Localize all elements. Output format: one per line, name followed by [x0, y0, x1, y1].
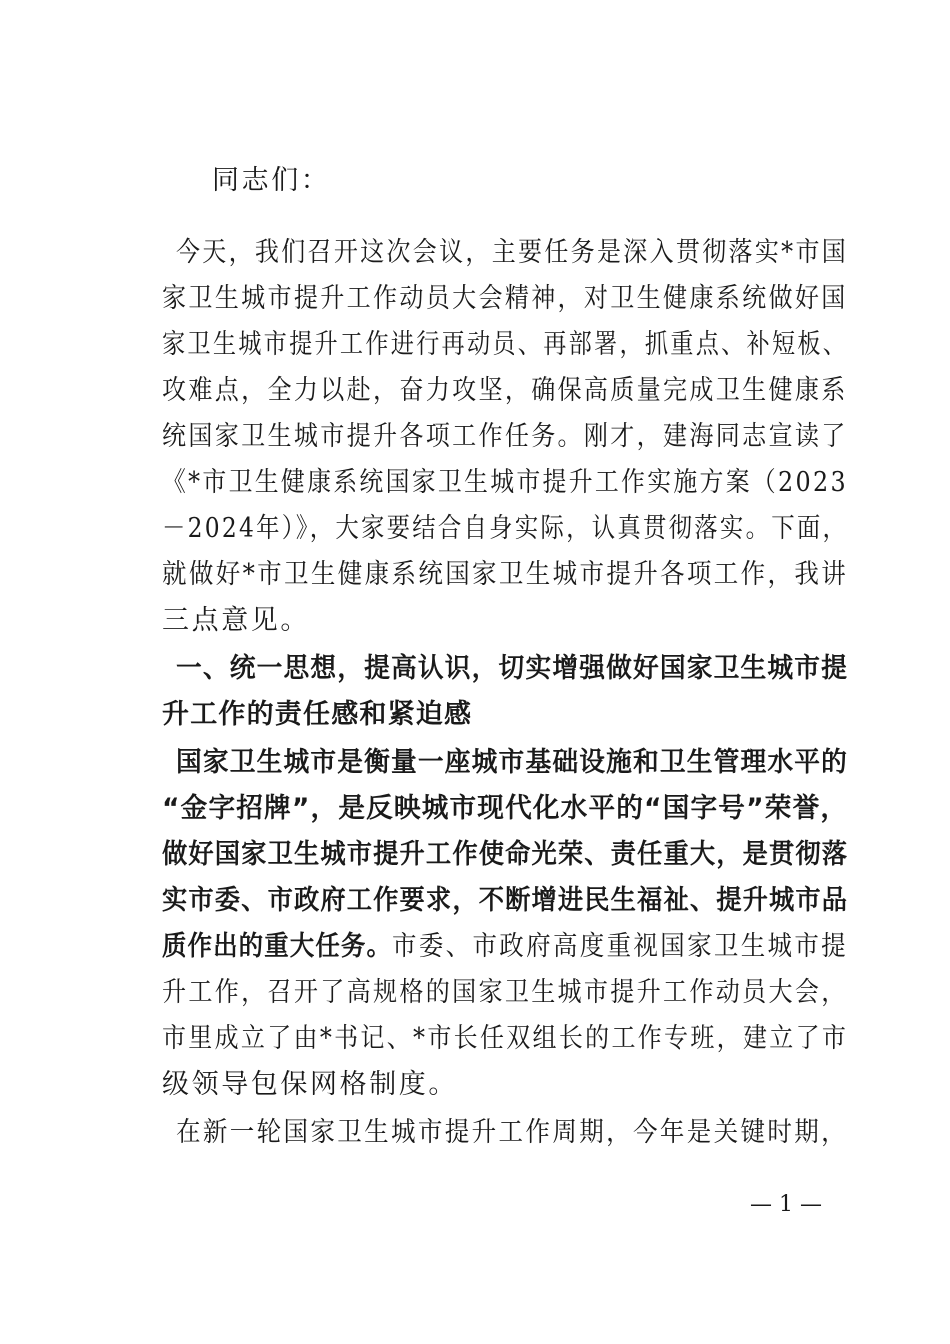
paragraph-line: 就做好*市卫生健康系统国家卫生城市提升各项工作，我讲	[162, 559, 849, 590]
section-heading: 一、统一思想，提高认识，切实增强做好国家卫生城市提	[176, 653, 849, 684]
paragraph-line: 家卫生城市提升工作动员大会精神，对卫生健康系统做好国	[162, 283, 848, 314]
paragraph-line-normal-part: 市委、市政府高度重视国家卫生城市提	[392, 931, 849, 962]
paragraph-line: 三点意见。	[162, 605, 310, 636]
paragraph-line: 国家卫生城市是衡量一座城市基础设施和卫生管理水平的	[176, 747, 849, 778]
paragraph-line: 《*市卫生健康系统国家卫生城市提升工作实施方案（2023	[162, 467, 848, 498]
paragraph-line: 攻难点，全力以赴，奋力攻坚，确保高质量完成卫生健康系	[162, 375, 848, 406]
paragraph-line: 家卫生城市提升工作进行再动员、再部署，抓重点、补短板、	[162, 329, 849, 360]
paragraph-line-bold-part: 质作出的重大任务。	[162, 931, 393, 962]
paragraph-line: 实市委、市政府工作要求，不断增进民生福祉、提升城市品	[162, 885, 849, 916]
paragraph-line: “金字招牌”，是反映城市现代化水平的“国字号”荣誉，	[162, 793, 849, 824]
paragraph-line: 升工作，召开了高规格的国家卫生城市提升工作动员大会，	[162, 977, 848, 1008]
paragraph-line: 级领导包保网格制度。	[162, 1069, 458, 1100]
paragraph-line: 统国家卫生城市提升各项工作任务。刚才，建海同志宣读了	[162, 421, 848, 452]
salutation: 同志们：	[212, 165, 331, 196]
page-number: — 1 —	[750, 1192, 822, 1217]
section-heading: 升工作的责任感和紧迫感	[162, 699, 473, 730]
paragraph-line: 做好国家卫生城市提升工作使命光荣、责任重大，是贯彻落	[162, 839, 849, 870]
paragraph-line: 今天，我们召开这次会议，主要任务是深入贯彻落实*市国	[176, 237, 849, 268]
paragraph-line: 市里成立了由*书记、*市长任双组长的工作专班，建立了市	[162, 1023, 849, 1054]
paragraph-line: 在新一轮国家卫生城市提升工作周期，今年是关键时期，	[176, 1117, 848, 1148]
paragraph-line	[162, 924, 848, 970]
paragraph-line: －2024年）》，大家要结合自身实际，认真贯彻落实。下面，	[162, 513, 849, 544]
